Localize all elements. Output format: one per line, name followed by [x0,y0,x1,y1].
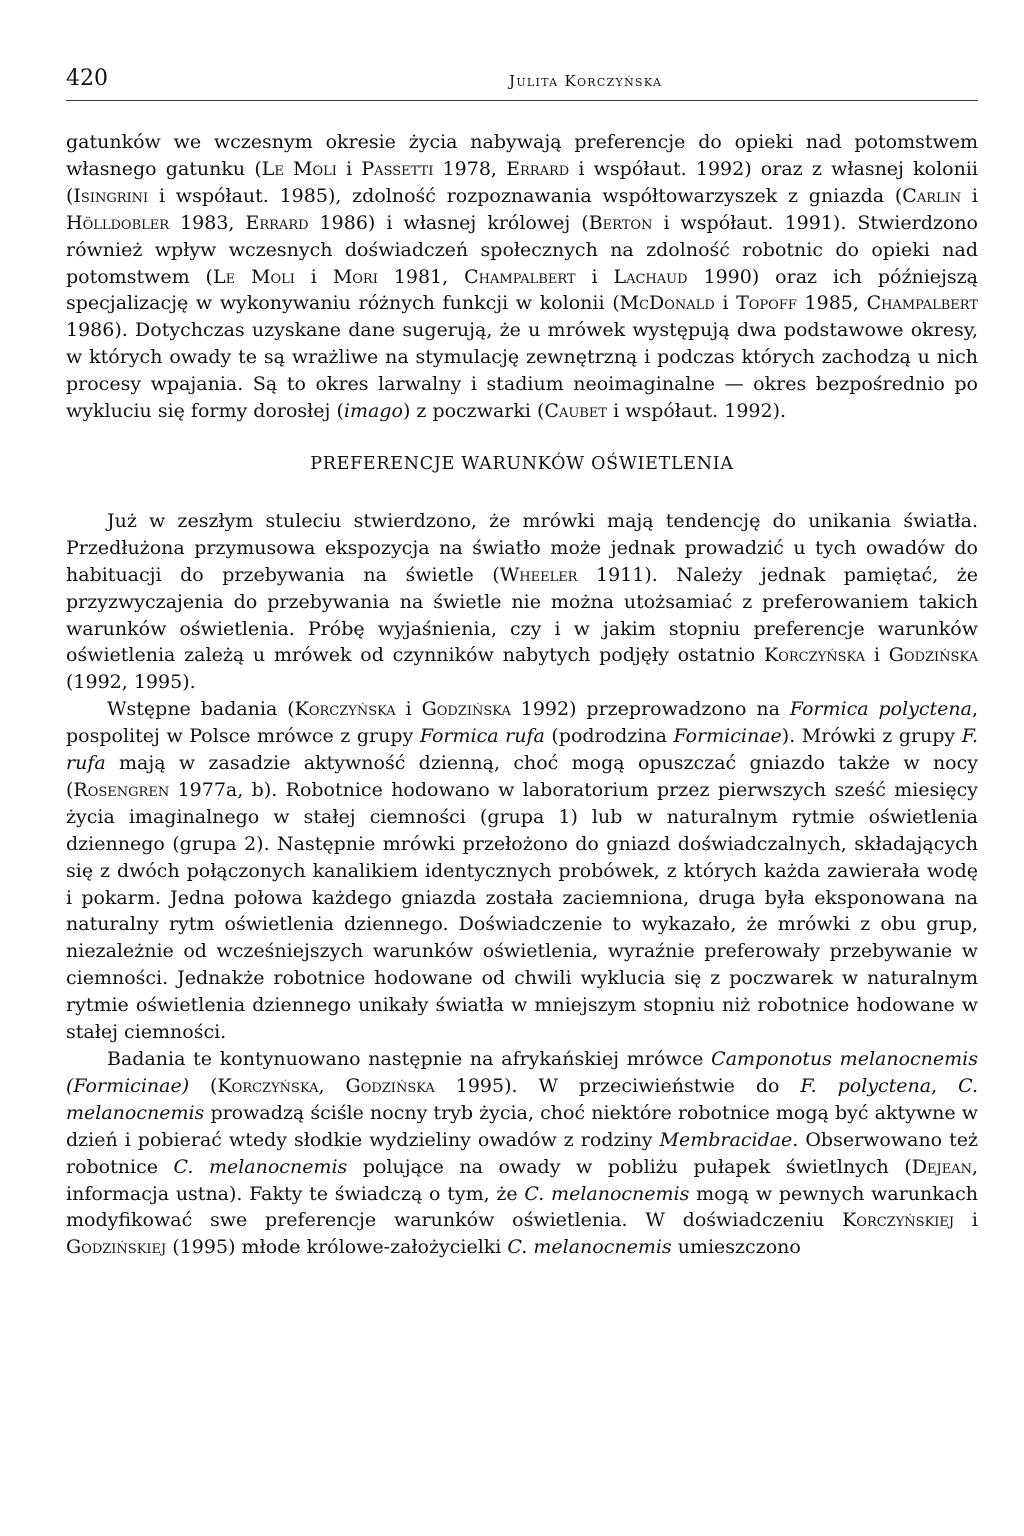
author-citation: McDonald [619,292,715,315]
author-citation: Mori [332,265,378,288]
author-citation: Champalbert [866,292,978,315]
author-citation: Lachaud [613,265,688,288]
italic-term: C. melanocnemis [507,1236,672,1259]
author-citation: Errard [245,211,309,234]
author-citation: Caubet [544,400,608,423]
author-citation: Champalbert [464,265,576,288]
italic-term: imago [343,400,403,423]
author-citation: Godzińska [888,644,979,667]
author-citation: Wheeler [499,563,578,586]
paragraph-3: Wstępne badania (Korczyńska i Godzińska 1992) przeprowadzono na Formica polyctena, pospolitej w Polsce mrówce z grupy Formica rufa (podrodzina Formicinae). Mrówki z grupy F. rufa mają w zasadzie aktywność dzienną, choć mogą opuszczać gniazdo także w nocy (Rosengren 1977a, b). Robotnice hodowano w laboratorium przez pierwszych sześć miesięcy życia imaginalnego w stałej ciemności (grupa 1) lub w naturalnym rytmie oświetlenia dziennego (grupa 2). Następnie mrówki przełożono do gniazd doświadczalnych, składających się z dwóch połączonych kanalikiem identycznych probówek, z których każda zawierała wodę i pokarm. Jedna połowa każdego gniazda została zaciemniona, druga była eksponowana na naturalny rytm oświetlenia dziennego. Doświadczenie to wykazało, że mrówki z obu grup, niezależnie od wcześniejszych warunków oświetlenia, wyraźnie preferowały przebywanie w ciemności. Jednakże robotnice hodowane od chwili wyklucia się z poczwarek w naturalnym rytmie oświetlenia dziennego unikały światła w mniejszym stopniu niż robotnice hodowane w stałej ciemności. [66,698,979,1044]
italic-term: Formica rufa [419,725,545,748]
author-citation: Berton [588,211,653,234]
author-citation: Errard [506,157,570,180]
italic-term: C. melanocnemis [524,1182,690,1205]
page-header [66,66,978,101]
italic-term: Formica polyctena [789,698,972,721]
section-heading: PREFERENCJE WARUNKÓW OŚWIETLENIA [310,453,734,474]
paragraph-4: Badania te kontynuowano następnie na afrykańskiej mrówce Camponotus melanocnemis (Formicinae) (Korczyńska, Godzińska 1995). W przeciwieństwie do F. polyctena, C. melanocnemis prowadzą ściśle nocny tryb życia, choć niektóre robotnice mogą być aktywne w dzień i pobierać wtedy słodkie wydzieliny owadów z rodziny Membracidae. Obserwowano też robotnice C. melanocnemis polujące na owady w pobliżu pułapek świetlnych (Dejean, informacja ustna). Fakty te świadczą o tym, że C. melanocnemis mogą w pewnych warunkach modyfikować swe preferencje warunków oświetlenia. W doświadczeniu Korczyńskiej i Godzińskiej (1995) młode królowe-założycielki C. melanocnemis umieszczono [66,1048,978,1259]
italic-term: C. melanocnemis [173,1155,348,1178]
author-citation: Godzińska [421,698,511,721]
author-citation: Carlin [902,184,962,207]
body-text [66,129,978,1261]
author-citation: Topoff [736,292,797,315]
author-citation: Godzińska [345,1074,435,1097]
paragraph-1: gatunków we wczesnym okresie życia nabywają preferencje do opieki nad potomstwem własnego gatunku (Le Moli i Passetti 1978, Errard i współaut. 1992) oraz z własnej kolonii (Isingrini i współaut. 1985), zdolność rozpoznawania współtowarzyszek z gniazda (Carlin i Hölldobler 1983, Errard 1986) i własnej królowej (Berton i współaut. 1991). Stwierdzono również wpływ wczesnych doświadczeń społecznych na zdolność robotnic do opieki nad potomstwem (Le Moli i Mori 1981, Champalbert i Lachaud 1990) oraz ich późniejszą specjalizację w wykonywaniu różnych funkcji w kolonii (McDonald i Topoff 1985, Champalbert 1986). Dotychczas uzyskane dane sugerują, że u mrówek występują dwa podstawowe okresy, w których owady te są wrażliwe na stymulację zewnętrzną i podczas których zachodzą u nich procesy wpajania. Są to okres larwalny i stadium neoimaginalne — okres bezpośrednio po wykluciu się formy dorosłej (imago) z poczwarki (Caubet i współaut. 1992). [66,131,978,423]
author-citation: Korczyńska [764,644,866,667]
author-citation: Le Moli [212,265,295,288]
author-citation: Korczyńska [294,698,396,721]
italic-term: F. polyctena [800,1074,932,1097]
author-citation: Passetti [361,157,434,180]
author-citation: Godzińskiej [66,1236,167,1259]
running-head: Julita Korczyńska [509,72,663,90]
page-number: 420 [66,66,108,91]
author-citation: Dejean [911,1155,972,1178]
italic-term: C. melanocnemis [66,1074,978,1124]
italic-term: F. rufa [66,725,979,775]
author-citation: Korczyńskiej [842,1209,955,1232]
italic-term: Camponotus melanocnemis (Formicinae) [66,1048,978,1097]
author-citation: Le Moli [261,157,337,180]
italic-term: Membracidae [659,1128,793,1151]
author-citation: Rosengren [73,778,170,801]
italic-term: Formicinae [673,725,782,748]
author-citation: Isingrini [73,184,149,207]
paragraph-2: Już w zeszłym stuleciu stwierdzono, że mrówki mają tendencję do unikania światła. Przedłużona przymusowa ekspozycja na światło może jednak prowadzić u tych owadów do habituacji do przebywania na świetle (Wheeler 1911). Należy jednak pamiętać, że przyzwyczajenia do przebywania na świetle nie można utożsamiać z preferowaniem takich warunków oświetlenia. Próbę wyjaśnienia, czy i w jakim stopniu preferencje warunków oświetlenia zależą u mrówek od czynników nabytych podjęły ostatnio Korczyńska i Godzińska (1992, 1995). [66,509,979,694]
author-citation: Hölldobler [66,211,170,234]
author-citation: Korczyńska [217,1074,319,1097]
